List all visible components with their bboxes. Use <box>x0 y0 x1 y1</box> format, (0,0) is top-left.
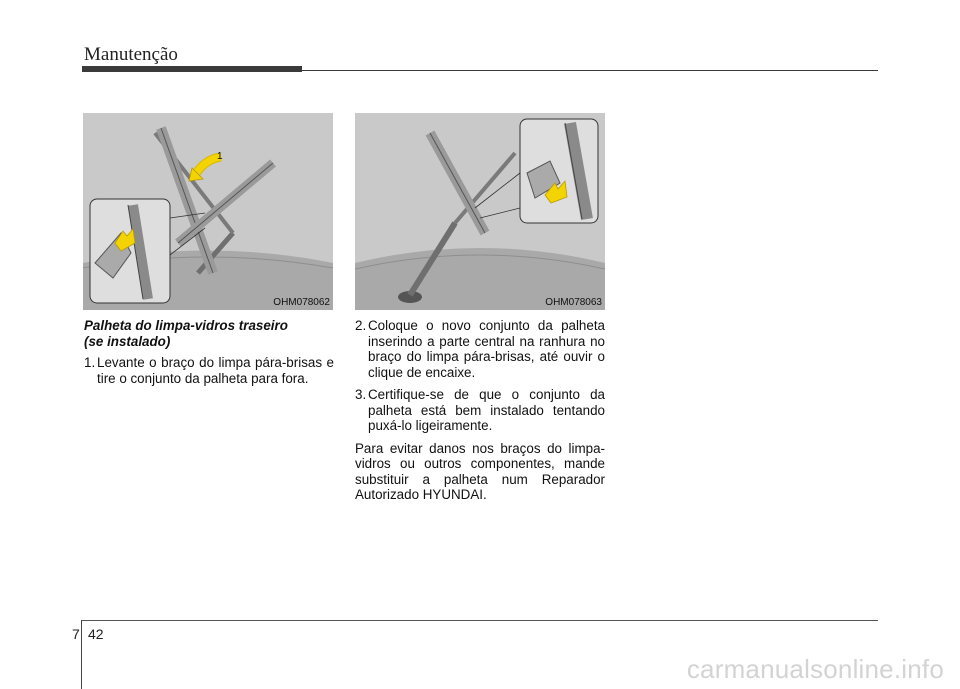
section-title <box>84 318 334 349</box>
figure-remove-wiper-blade <box>83 113 333 310</box>
page-number: 42 <box>88 626 104 642</box>
figure-code: OHM078062 <box>273 297 330 308</box>
step-3 <box>355 387 605 434</box>
step-text: Coloque o novo conjunto da palheta inserindo a parte central na ranhura no braço do limpa pára-brisas, até ouvir o clique de encaixe. <box>368 318 605 380</box>
chapter-number: 7 <box>72 626 80 642</box>
watermark: carmanualsonline.info <box>686 654 944 684</box>
step-1 <box>84 355 334 386</box>
left-text-column <box>84 318 334 393</box>
step-number: 3. <box>355 387 367 402</box>
header-bar <box>82 66 302 72</box>
step-text: Levante o braço do limpa pára-brisas e tire o conjunto da palheta para fora. <box>97 355 334 386</box>
figure-code: OHM078063 <box>545 297 602 308</box>
step-2 <box>355 318 605 380</box>
right-text-column <box>355 318 605 503</box>
callout-number: 1 <box>217 151 223 162</box>
section-title-line1: Palheta do limpa-vidros traseiro <box>84 318 288 333</box>
footer-rule <box>81 620 878 621</box>
page-header-title: Manutenção <box>84 44 178 65</box>
step-number: 2. <box>355 318 367 333</box>
header-rule <box>300 70 878 71</box>
wiper-installation-illustration <box>355 113 605 310</box>
step-number: 1. <box>84 355 96 370</box>
figure-install-wiper-blade <box>355 113 605 310</box>
footer-divider <box>81 620 82 689</box>
section-title-line2: (se instalado) <box>84 333 171 349</box>
step-text: Certifique-se de que o conjunto da palheta está bem instalado tentando puxá-lo ligeiramente. <box>368 387 605 433</box>
service-note: Para evitar danos nos braços do limpa-vidros ou outros componentes, mande substituir a palheta num Reparador Autorizado HYUNDAI. <box>355 440 605 502</box>
wiper-removal-illustration <box>83 113 333 310</box>
